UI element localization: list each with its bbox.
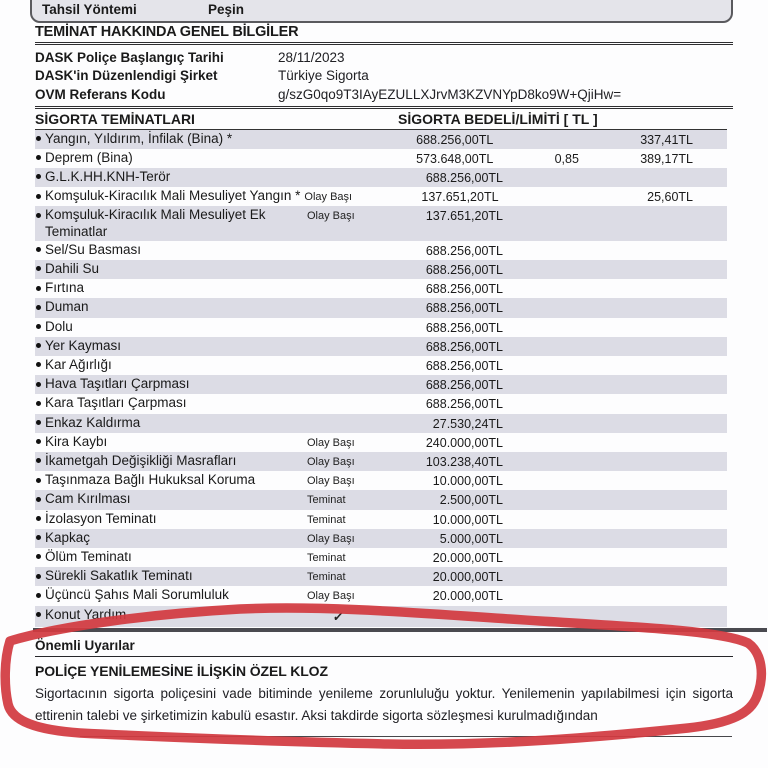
warnings-rule <box>35 656 733 657</box>
coverage-premium: 337,41TL <box>640 132 694 147</box>
coverage-basis: Teminat <box>307 494 346 507</box>
coverage-factor <box>503 568 653 569</box>
table-row <box>35 548 727 567</box>
bullet-icon <box>36 574 41 579</box>
coverage-factor <box>503 491 653 492</box>
double-rule <box>35 106 733 109</box>
coverage-factor <box>503 338 653 339</box>
coverage-basis: Teminat <box>307 551 346 564</box>
coverage-name-text: Ölüm Teminatı <box>45 548 132 564</box>
coverage-name-text: Cam Kırılması <box>45 491 131 507</box>
coverage-name <box>35 242 307 258</box>
coverage-premium <box>653 169 727 170</box>
double-rule <box>35 42 733 45</box>
coverage-factor <box>503 376 653 377</box>
coverage-basis: Teminat <box>307 513 346 526</box>
coverage-factor <box>503 472 653 473</box>
coverage-premium <box>653 607 727 608</box>
table-row <box>35 490 727 509</box>
coverage-amount: 27.530,24TL <box>432 416 503 431</box>
coverage-premium <box>653 587 727 588</box>
table-row <box>35 187 727 206</box>
bullet-icon <box>36 136 41 141</box>
renewal-clause-text: Sigortacının sigorta poliçesini vade bitiminde yenileme zorunluluğu yoktur. Yenilemenin yapılabilmesi için sigorta ettirenin talebi ve şirketimizin kabulü esastır. Aksi takdirde sigorta sözleşmesi kurulmadığından <box>35 685 733 723</box>
coverage-name <box>35 188 304 204</box>
coverage-factor <box>503 453 653 454</box>
table-row <box>35 529 727 548</box>
coverage-amount: 137.651,20TL <box>425 209 503 224</box>
table-row <box>35 260 727 279</box>
coverage-premium: 25,60TL <box>647 190 693 205</box>
coverage-name <box>35 299 307 315</box>
coverage-amount: 20.000,00TL <box>432 589 503 604</box>
coverage-name <box>35 395 307 411</box>
coverage-premium <box>653 280 727 281</box>
table-row <box>35 130 727 149</box>
coverage-name-text: Dahili Su <box>45 260 100 276</box>
coverage-factor <box>503 549 653 550</box>
coverage-basis: Olay Başı <box>307 590 355 603</box>
collection-method-value: Peşin <box>208 2 245 17</box>
coverage-name-text: Hava Taşıtları Çarpması <box>45 376 190 392</box>
bullet-icon <box>36 155 41 160</box>
collection-method-row <box>30 0 733 23</box>
coverage-name-text: Duman <box>45 299 89 315</box>
coverage-name-text: Deprem (Bina) <box>45 149 133 165</box>
coverage-basis <box>307 357 395 359</box>
field-policy-start-date <box>35 48 768 67</box>
bullet-icon <box>36 382 41 387</box>
bullet-icon <box>36 266 41 271</box>
coverage-basis: Olay Başı <box>307 532 355 545</box>
table-row <box>35 375 727 394</box>
coverage-factor <box>503 607 653 608</box>
coverage-name <box>35 434 307 450</box>
coverage-factor <box>503 511 653 512</box>
coverage-name <box>35 150 301 166</box>
coverages-column-header: SİGORTA TEMİNATLARI <box>35 110 195 127</box>
coverage-name-text: Kapkaç <box>45 529 91 545</box>
coverage-premium <box>653 415 727 416</box>
coverage-factor <box>503 434 653 435</box>
coverage-basis <box>307 169 395 171</box>
coverage-amount: 137.651,20TL <box>421 190 499 205</box>
coverage-name-text: Dolu <box>45 318 73 334</box>
coverage-premium <box>653 319 727 320</box>
bullet-icon <box>36 612 41 617</box>
coverage-table-header <box>35 112 727 130</box>
coverage-name <box>35 319 307 335</box>
coverage-amount: 688.256,00TL <box>425 262 503 277</box>
coverage-factor <box>503 169 653 170</box>
coverage-basis <box>307 280 395 282</box>
coverage-factor <box>503 280 653 281</box>
coverage-amount <box>395 607 503 608</box>
coverage-name-text: Yangın, Yıldırım, İnfilak (Bina) * <box>45 130 233 146</box>
coverage-factor <box>503 261 653 262</box>
coverage-basis <box>307 242 395 244</box>
coverage-premium <box>653 261 727 262</box>
bullet-icon <box>36 343 41 348</box>
coverage-basis <box>301 131 387 133</box>
coverage-premium <box>653 357 727 358</box>
coverage-premium <box>653 472 727 473</box>
bullet-icon <box>36 401 41 406</box>
coverage-factor <box>493 131 640 132</box>
important-warnings-title: Önemli Uyarılar <box>35 637 135 653</box>
coverage-premium <box>653 530 727 531</box>
coverage-amount: 240.000,00TL <box>425 435 503 450</box>
bullet-icon <box>36 305 41 310</box>
coverage-factor <box>499 188 648 189</box>
table-row <box>35 510 727 529</box>
coverage-name <box>35 376 307 392</box>
coverage-amount: 2.500,00TL <box>439 493 503 508</box>
bullet-icon <box>36 194 41 199</box>
field-label: DASK'in Düzenlendigi Şirket <box>35 68 218 84</box>
coverage-amount: 688.256,00TL <box>425 339 503 354</box>
coverage-premium <box>653 491 727 492</box>
coverage-factor <box>503 530 653 531</box>
field-value: 28/11/2023 <box>278 49 345 65</box>
bullet-icon <box>36 593 41 598</box>
coverage-name <box>35 280 307 296</box>
coverage-name <box>35 530 307 546</box>
coverage-basis: Olay Başı <box>307 436 355 449</box>
coverage-premium <box>653 549 727 550</box>
coverage-amount: 688.256,00TL <box>425 320 503 335</box>
coverage-name <box>35 491 307 507</box>
coverage-name <box>35 131 301 147</box>
bottom-rule <box>80 736 732 737</box>
bullet-icon <box>36 362 41 367</box>
coverage-name <box>35 568 307 584</box>
table-row <box>35 279 727 298</box>
bullet-icon <box>36 420 41 425</box>
coverage-name-text: Konut Yardım <box>45 606 127 622</box>
coverage-name-text: Enkaz Kaldırma <box>45 414 141 430</box>
check-icon: ✓ <box>331 608 345 624</box>
coverage-name <box>35 357 307 373</box>
coverage-name-text: Kar Ağırlığı <box>45 356 112 372</box>
table-row <box>35 586 727 605</box>
coverage-name <box>35 587 307 603</box>
coverage-amount: 688.256,00TL <box>425 397 503 412</box>
table-row <box>35 318 727 337</box>
bullet-icon <box>36 439 41 444</box>
coverage-basis: Olay Başı <box>307 455 355 468</box>
coverage-name <box>35 207 307 239</box>
bullet-icon <box>36 458 41 463</box>
table-row <box>35 471 727 490</box>
coverage-amount: 688.256,00TL <box>425 378 503 393</box>
coverage-amount: 573.648,00TL <box>416 151 494 166</box>
coverage-amount: 20.000,00TL <box>432 570 503 585</box>
table-row <box>35 414 727 433</box>
coverage-name <box>35 607 307 623</box>
coverage-name <box>35 338 307 354</box>
table-row <box>35 241 727 260</box>
coverage-amount: 688.256,00TL <box>416 132 494 147</box>
coverage-amount: 688.256,00TL <box>425 358 503 373</box>
coverage-name-text: İkametgah Değişikliği Masrafları <box>45 452 237 468</box>
coverage-basis <box>307 415 395 417</box>
coverage-basis: Olay Başı <box>307 475 355 488</box>
coverage-basis: Olay Başı <box>307 210 355 223</box>
field-label: OVM Referans Kodu <box>35 86 166 102</box>
coverage-name-text: Fırtına <box>45 280 85 296</box>
coverage-factor <box>503 319 653 320</box>
table-row <box>35 452 727 471</box>
coverage-name <box>35 261 307 277</box>
field-value: Türkiye Sigorta <box>278 68 369 84</box>
coverage-amount: 688.256,00TL <box>425 301 503 316</box>
coverage-amount: 10.000,00TL <box>432 474 503 489</box>
collection-method-label: Tahsil Yöntemi <box>42 2 137 17</box>
coverage-name-text: Sel/Su Basması <box>45 241 142 257</box>
coverage-name-text: Üçüncü Şahıs Mali Sorumluluk <box>45 587 229 603</box>
general-info-fields <box>0 48 768 104</box>
table-row <box>35 606 727 627</box>
coverage-premium <box>653 568 727 569</box>
coverage-premium <box>653 299 727 300</box>
table-row <box>35 394 727 413</box>
bullet-icon <box>36 535 41 540</box>
coverage-name <box>35 472 307 488</box>
coverage-premium <box>653 434 727 435</box>
field-issuing-company <box>35 67 768 86</box>
coverage-basis <box>307 319 395 321</box>
table-row <box>35 149 727 168</box>
bullet-icon <box>36 286 41 291</box>
coverage-name-text: Komşuluk-Kiracılık Mali Mesuliyet Yangın * <box>45 188 301 204</box>
coverage-name <box>35 415 307 431</box>
coverage-basis <box>307 299 395 301</box>
field-ovm-reference-code <box>35 85 768 104</box>
table-row <box>35 168 727 187</box>
bullet-icon <box>36 516 41 521</box>
coverage-basis <box>307 607 395 626</box>
coverage-premium <box>653 207 727 208</box>
coverage-premium <box>653 395 727 396</box>
table-row <box>35 433 727 452</box>
bullet-icon <box>36 478 41 483</box>
coverage-name <box>35 453 307 469</box>
field-label: DASK Poliçe Başlangıç Tarihi <box>35 49 224 65</box>
coverage-name-text: Yer Kayması <box>45 337 122 353</box>
coverage-amount: 688.256,00TL <box>425 170 503 185</box>
bullet-icon <box>36 247 41 252</box>
coverage-name-text: Kara Taşıtları Çarpması <box>45 395 187 411</box>
table-row <box>35 298 727 317</box>
renewal-clause-title: POLİÇE YENİLEMESİNE İLİŞKİN ÖZEL KLOZ <box>35 662 328 679</box>
table-row <box>35 206 727 240</box>
coverage-basis <box>301 150 387 152</box>
coverage-factor <box>503 587 653 588</box>
coverage-factor <box>503 357 653 358</box>
coverage-amount: 688.256,00TL <box>425 243 503 258</box>
table-end-bar <box>33 628 767 632</box>
coverage-premium <box>653 242 727 243</box>
coverage-factor <box>503 395 653 396</box>
coverage-premium <box>653 453 727 454</box>
coverage-factor <box>503 242 653 243</box>
coverage-amount: 688.256,00TL <box>425 282 503 297</box>
general-info-title: TEMİNAT HAKKINDA GENEL BİLGİLER <box>35 24 299 40</box>
field-value: g/szG0qo9T3IAyEZULLXJrvM3KZVNYpD8ko9W+QjiHw= <box>278 86 622 102</box>
coverage-name-text: G.L.K.HH.KNH-Terör <box>45 168 171 184</box>
table-row <box>35 356 727 375</box>
coverage-name <box>35 549 307 565</box>
coverage-basis: Teminat <box>307 571 346 584</box>
coverage-basis <box>307 376 395 378</box>
table-row <box>35 337 727 356</box>
sum-insured-column-header: SİGORTA BEDELİ/LİMİTİ [ TL ] <box>398 110 598 127</box>
coverage-factor <box>503 299 653 300</box>
bullet-icon <box>36 213 41 218</box>
coverage-rows <box>35 130 727 627</box>
bullet-icon <box>36 497 41 502</box>
coverage-premium: 389,17TL <box>640 151 694 166</box>
coverage-factor <box>503 207 653 208</box>
coverage-basis: Olay Başı <box>304 191 353 204</box>
coverage-premium <box>653 338 727 339</box>
coverage-name-text: Taşınmaza Bağlı Hukuksal Koruma <box>45 472 256 488</box>
coverage-basis <box>307 261 395 263</box>
coverage-amount: 5.000,00TL <box>439 531 503 546</box>
table-row <box>35 567 727 586</box>
coverage-name-text: Kira Kaybı <box>45 433 108 449</box>
coverage-premium <box>653 376 727 377</box>
coverage-factor: 0,85 <box>554 151 579 166</box>
coverage-name-text: Sürekli Sakatlık Teminatı <box>45 568 193 584</box>
coverage-name <box>35 169 307 185</box>
coverage-basis <box>307 338 395 340</box>
bullet-icon <box>36 174 41 179</box>
bullet-icon <box>36 324 41 329</box>
coverage-name-text: İzolasyon Teminatı <box>45 510 157 526</box>
coverage-amount: 10.000,00TL <box>432 512 503 527</box>
coverage-name <box>35 511 307 527</box>
coverage-amount: 20.000,00TL <box>432 550 503 565</box>
coverage-premium <box>653 511 727 512</box>
coverage-amount: 103.238,40TL <box>425 454 503 469</box>
coverage-basis <box>307 395 395 397</box>
bullet-icon <box>36 554 41 559</box>
coverage-name-text: Komşuluk-Kiracılık Mali Mesuliyet Ek Teminatlar <box>45 207 266 239</box>
coverage-factor <box>503 415 653 416</box>
